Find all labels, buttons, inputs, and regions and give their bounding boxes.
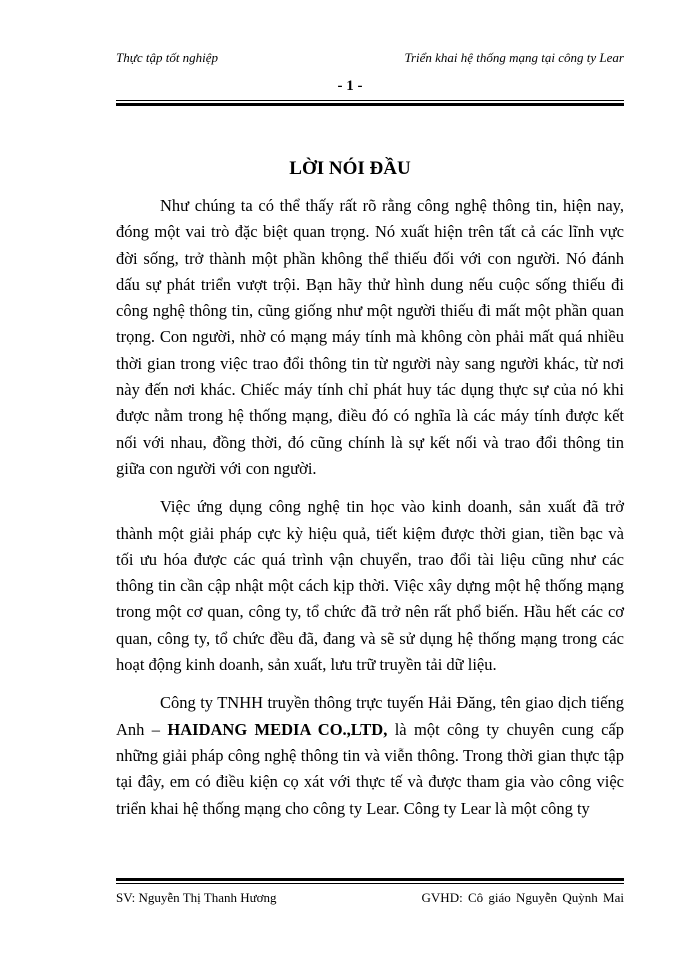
footer-student: SV: Nguyễn Thị Thanh Hương: [116, 890, 277, 905]
header-divider: [116, 100, 624, 106]
footer-advisor: GVHD: Cô giáo Nguyễn Quỳnh Mai: [421, 890, 624, 905]
paragraph-3-rest: là một công ty chuyên cung cấp những giải pháp công nghệ thông tin và viễn thông. Trong thời gian thực tập tại đây, em có điều kiện cọ xát với thực tế và được tham gia vào công việc triển khai hệ thống mạng cho công ty Lear. Công ty Lear là một công ty: [116, 719, 625, 818]
page-title: LỜI NÓI ĐẦU: [289, 158, 411, 179]
paragraph-3: [116, 690, 624, 821]
header-right: Triển khai hệ thống mạng tại công ty Lear: [404, 50, 624, 65]
paragraph-3-intro: Công ty TNHH truyền thông trực tuyến Hải Đăng, tên giao dịch tiếng Anh –: [116, 693, 624, 739]
footer-divider: [116, 878, 624, 884]
body-text: [116, 193, 624, 822]
page-number: - 1 -: [337, 78, 363, 94]
paragraph-1: Như chúng ta có thể thấy rất rõ rằng công nghệ thông tin, hiện nay, đóng một vai trò đặc biệt quan trọng. Nó xuất hiện trên tất cả các lĩnh vực đời sống, trở thành một phần không thể thiếu đối với con người. Nó đánh dấu sự phát triển vượt trội. Bạn hãy thử hình dung nếu cuộc sống thiếu đi công nghệ thông tin, cũng giống như một người thiếu đi mất một phần quan trọng. Con người, nhờ có mạng máy tính mà không còn phải mất quá nhiều thời gian trong việc trao đổi thông tin từ người này sang người khác, từ nơi này đến nơi khác. Chiếc máy tính chỉ phát huy tác dụng thực sự của nó khi được nằm trong hệ thống mạng, điều đó có nghĩa là các máy tính được kết nối với nhau, đồng thời, đó cũng chính là sự kết nối và trao đổi thông tin giữa con người với con người.: [116, 196, 624, 478]
company-name: HAIDANG MEDIA CO.,LTD,: [167, 719, 388, 739]
paragraph-2: Việc ứng dụng công nghệ tin học vào kinh doanh, sản xuất đã trở thành một giải pháp cực kỳ hiệu quả, tiết kiệm được thời gian, tiền bạc và tối ưu hóa được các quá trình vận chuyển, trao đổi tài liệu cũng như các thông tin cần cập nhật một cách kịp thời. Việc xây dựng một hệ thống mạng trong một cơ quan, công ty, tổ chức đã trở nên rất phổ biến. Hầu hết các cơ quan, công ty, tổ chức đều đã, đang và sẽ sử dụng hệ thống mạng trong các hoạt động kinh doanh, sản xuất, lưu trữ truyền tải dữ liệu.: [116, 497, 624, 675]
header-left: Thực tập tốt nghiệp: [116, 50, 219, 65]
